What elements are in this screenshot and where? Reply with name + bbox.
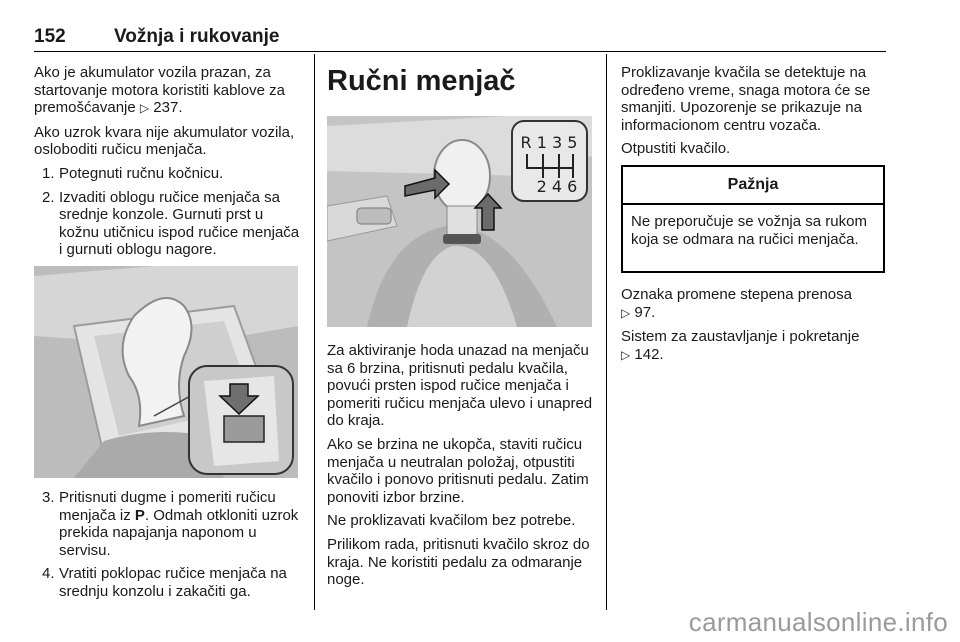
left-column [34, 64, 300, 265]
paragraph: Ne proklizavati kvačilom bez potrebe. [327, 512, 576, 530]
step-text: Izvaditi oblogu ručice menjača sa srednje konzole. Gurnuti prst u kožnu utičnicu ispod ručice menjača i gurnuti oblogu nagore. [59, 188, 300, 259]
caution-box [621, 165, 885, 273]
step-text: Vratiti poklopac ručice menjača na srednju konzolu i zakačiti ga. [59, 565, 287, 600]
page-number: 152 [34, 26, 66, 47]
step-number: 1. [42, 164, 55, 182]
console-drawing [34, 266, 298, 478]
paragraph-text: Ako je akumulator vozila prazan, za startovanje motora koristiti kablove za premošćavanje [34, 64, 285, 117]
step-number: 3. [42, 489, 55, 506]
caution-title: Pažnja [623, 167, 883, 205]
right-column-references [621, 286, 887, 370]
step-list [34, 489, 300, 601]
middle-column-text [327, 342, 593, 595]
paragraph [34, 64, 300, 118]
xref-icon: ▷ [621, 347, 631, 362]
manual-shifter-illustration [327, 116, 592, 327]
list-item [34, 165, 300, 183]
section-title: Vožnja i rukovanje [114, 26, 280, 47]
paragraph: Ako se brzina ne ukopča, staviti ručicu menjača u neutralan položaj, otpustiti kvačilo i ponovo pritisnuti pedalu. Zatim ponoviti izbor brzine. [327, 435, 589, 506]
shifter-drawing [327, 116, 592, 327]
gear-pattern-top: R 1 3 5 [520, 133, 578, 152]
list-item [34, 489, 300, 559]
page-reference[interactable]: 97. [634, 303, 656, 321]
reference-text: Sistem za zaustavljanje i pokretanje [621, 328, 860, 346]
page-reference[interactable]: 142. [634, 345, 664, 363]
watermark: carmanualsonline.info [688, 607, 948, 637]
reference-text: Oznaka promene stepena prenosa [621, 286, 852, 303]
paragraph: Proklizavanje kvačila se detektuje na određeno vreme, snaga motora će se smanjiti. Upozorenje se prikazuje na informacionom centru vozača. [621, 64, 871, 134]
cross-reference [621, 328, 887, 364]
paragraph: Prilikom rada, pritisnuti kvačilo skroz do kraja. Ne koristiti pedalu za odmaranje noge. [327, 535, 590, 589]
list-item [34, 565, 300, 600]
column-divider [314, 54, 315, 610]
paragraph: Za aktiviranje hoda unazad na menjaču sa 6 brzina, pritisnuti pedalu kvačila, povući prsten ispod ručice menjača i pomeriti ručicu menjača ulevo i unapred do kraja. [327, 342, 593, 430]
xref-icon: ▷ [621, 305, 631, 320]
step-text: Pritisnuti dugme i pomeriti ručicu menjača iz [59, 489, 276, 524]
column-divider [606, 54, 607, 610]
step-list [34, 165, 300, 259]
gear-pattern-bottom: 2 4 6 [536, 177, 578, 196]
page-header [34, 26, 886, 48]
page-reference[interactable]: 237. [153, 99, 183, 117]
xref-icon: ▷ [139, 101, 150, 116]
step-number: 4. [42, 565, 55, 583]
left-column-continued [34, 489, 300, 607]
list-item [34, 189, 300, 259]
step-text: . Odmah otkloniti uzrok prekida napajanja naponom u servisu. [59, 506, 299, 559]
gear-position-p: P [134, 506, 145, 524]
paragraph: Ako uzrok kvara nije akumulator vozila, osloboditi ručicu menjača. [34, 123, 295, 159]
section-heading: Ručni menjač [327, 65, 516, 97]
right-column [621, 64, 887, 164]
header-rule [34, 51, 886, 52]
cross-reference [621, 286, 887, 322]
shifter-release-illustration [34, 266, 298, 478]
paragraph: Otpustiti kvačilo. [621, 140, 731, 158]
step-number: 2. [42, 188, 55, 206]
step-text: Potegnuti ručnu kočnicu. [59, 164, 224, 182]
caution-body: Ne preporučuje se vožnja sa rukom koja se odmara na ručici menjača. [631, 213, 867, 248]
